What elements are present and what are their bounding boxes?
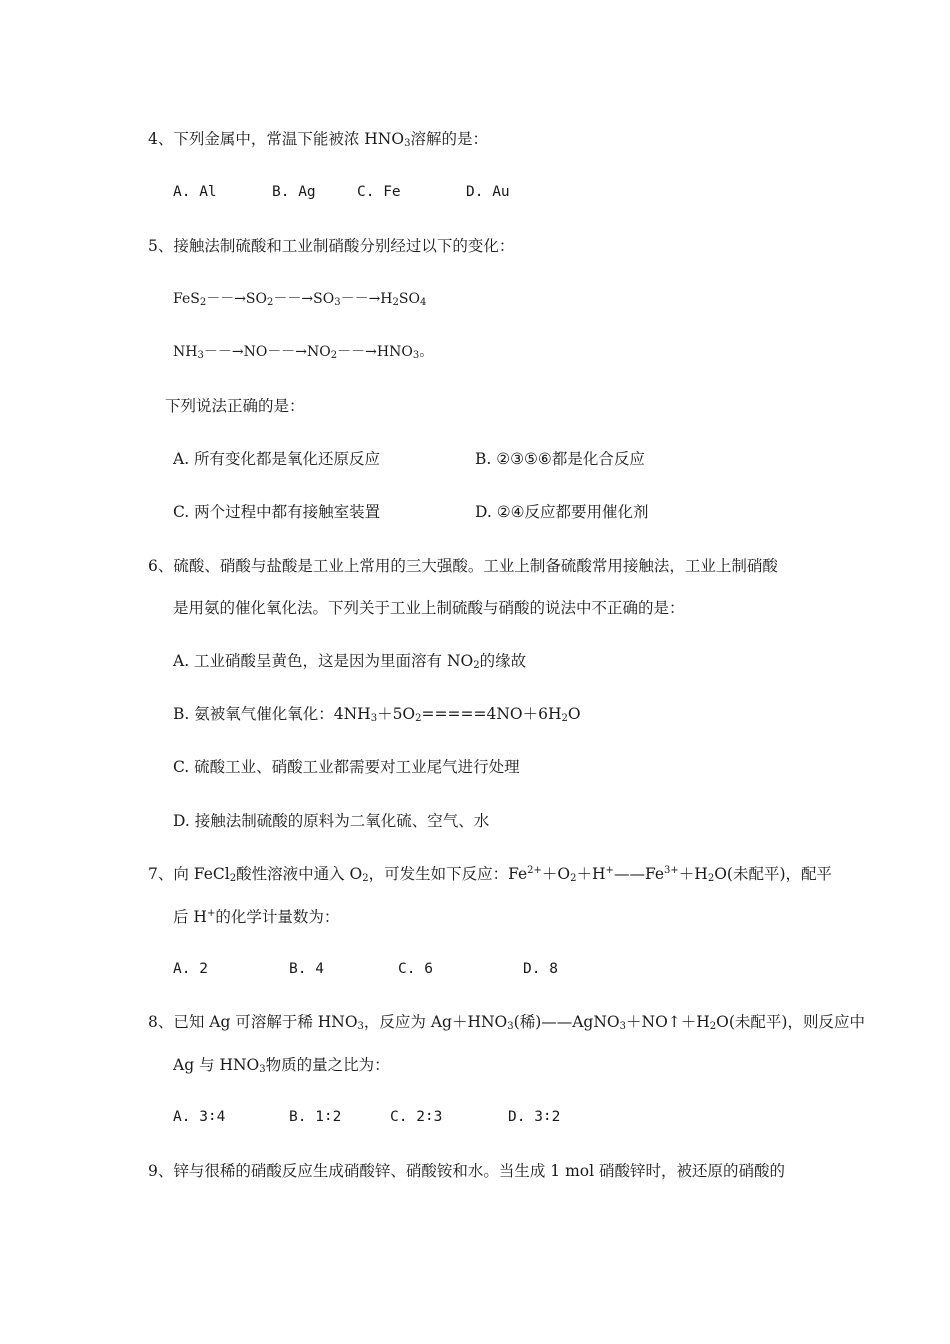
question-5-prompt: 下列说法正确的是： [165, 397, 305, 415]
question-7-option-a: A. 2 [173, 961, 208, 977]
question-8-option-c: C. 2∶3 [390, 1109, 443, 1125]
question-7-option-b: B. 4 [289, 961, 324, 977]
question-7-option-c: C. 6 [398, 961, 433, 977]
nitric-acid-reaction-chain: $NH_3--\to NO--\to NO_2--\to HNO_3$。 [173, 344, 434, 361]
question-6-stem-line-1: 6、硫酸、硝酸与盐酸是工业上常用的三大强酸。工业上制备硫酸常用接触法，工业上制硝酸 [148, 557, 778, 575]
question-4-option-b: B. Ag [272, 184, 316, 200]
question-7-option-d: D. 8 [523, 961, 558, 977]
question-5-option-a: A. 所有变化都是氧化还原反应 [173, 450, 381, 468]
question-7-stem-line-1: 7、向 FeCl$_2$酸性溶液中通入 $O_2$，可发生如下反应：$Fe^{2+}+O_2+H^+——Fe^{3+}+H_2O$(未配平)，配平 [148, 865, 832, 884]
question-4-option-c: C. Fe [357, 184, 401, 200]
question-8-stem-line-2: Ag 与 $HNO_3$物质的量之比为： [173, 1056, 390, 1075]
question-8-option-b: B. 1∶2 [289, 1109, 342, 1125]
question-6-option-c: C. 硫酸工业、硝酸工业都需要对工业尾气进行处理 [173, 758, 520, 776]
question-8-option-a: A. 3∶4 [173, 1109, 226, 1125]
question-4-option-a: A. Al [173, 184, 217, 200]
question-7-stem-line-2: 后 H+的化学计量数为： [173, 908, 340, 926]
question-5-option-c: C. 两个过程中都有接触室装置 [173, 503, 381, 521]
question-5-stem: 5、接触法制硫酸和工业制硝酸分别经过以下的变化： [148, 237, 515, 255]
question-5-option-d: D. ②④反应都要用催化剂 [475, 503, 649, 521]
question-9-stem-line-1: 9、锌与很稀的硝酸反应生成硝酸锌、硝酸铵和水。当生成 1 mol 硝酸锌时，被还原的硝酸的 [148, 1162, 785, 1180]
sulfuric-acid-reaction-chain: $FeS_2--\to SO_2--\to SO_3--\to H_2SO_4$ [173, 291, 427, 308]
question-5-option-b: B. ②③⑤⑥都是化合反应 [475, 450, 645, 468]
question-8-stem-line-1: 8、已知 Ag 可溶解于稀 $HNO_3$，反应为 $Ag+HNO_3$(稀)$——AgNO_3+NO↑+H_2O$(未配平)，则反应中 [148, 1013, 865, 1032]
question-6-option-b: B. 氨被氧气催化氧化：$4NH_3+5O_2=====4NO+6H_2O$ [173, 705, 581, 724]
question-8-option-d: D. 3∶2 [508, 1109, 561, 1125]
question-6-option-d: D. 接触法制硫酸的原料为二氧化硫、空气、水 [173, 812, 490, 830]
question-6-stem-line-2: 是用氨的催化氧化法。下列关于工业上制硫酸与硝酸的说法中不正确的是： [173, 599, 685, 617]
question-4-stem: 4、下列金属中，常温下能被浓 $HNO_3$溶解的是： [148, 130, 488, 149]
question-4-option-d: D. Au [466, 184, 510, 200]
question-6-option-a: A. 工业硝酸呈黄色，这是因为里面溶有 $NO_2$的缘故 [173, 652, 527, 671]
